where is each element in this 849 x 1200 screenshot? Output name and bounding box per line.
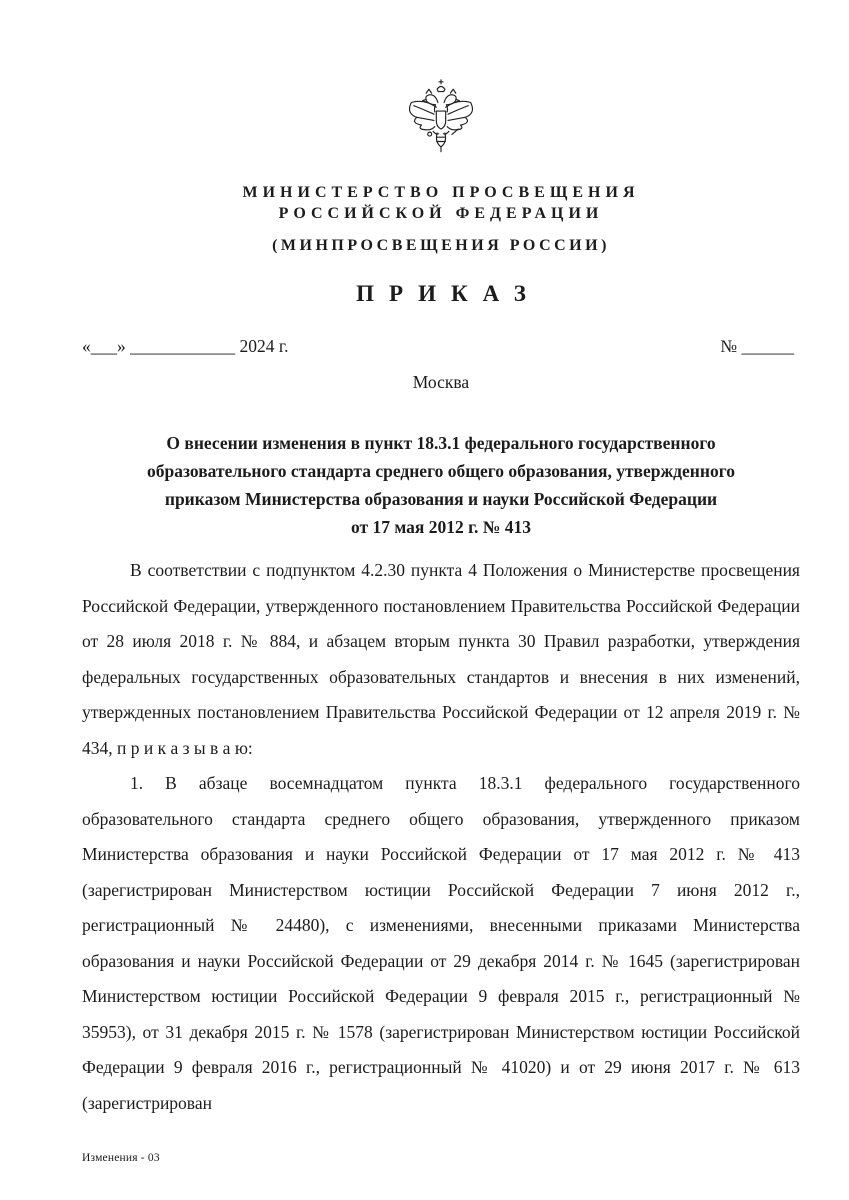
date-number-row [82,336,800,357]
footer-note: Изменения - 03 [82,1152,160,1164]
document-title-line1: О внесении изменения в пункт 18.3.1 федерального государственного [166,433,716,453]
document-number-field: № ______ [720,336,794,356]
ministry-short-name: (МИНПРОСВЕЩЕНИЯ РОССИИ) [272,237,610,254]
document-body [82,553,800,1121]
document-title-line4: от 17 мая 2012 г. № 413 [350,517,532,537]
city-label: Москва [412,372,470,392]
document-title [82,429,800,541]
document-type-heading: ПРИКАЗ [356,281,541,306]
coat-of-arms-icon [402,78,480,166]
date-blank-field: «___» ____________ 2024 г. [82,336,289,356]
paragraph-item-1: 1. В абзаце восемнадцатом пункта 18.3.1 федерального государственного образовательного стандарта среднего общего образования, утвержденного приказом Министерства образования и науки Российской Федерации от 17 мая 2012 г. № 413 (зарегистрирован Министерством юстиции Российской Федерации 7 июня 2012 г., регистрационный № 24480), с изменениями, внесенными приказами Министерства образования и науки Российской Федерации от 29 декабря 2014 г. № 1645 (зарегистрирован Министерством юстиции Российской Федерации 9 февраля 2015 г., регистрационный № 35953), от 31 декабря 2015 г. № 1578 (зарегистрирован Министерством юстиции Российской Федерации 9 февраля 2016 г., регистрационный № 41020) и от 29 июня 2017 г. № 613 (зарегистрирован [82,773,800,1113]
ministry-name [82,182,800,224]
ministry-name-line2: РОССИЙСКОЙ ФЕДЕРАЦИИ [278,205,604,222]
paragraph-preamble: В соответствии с подпунктом 4.2.30 пункта 4 Положения о Министерстве просвещения Российской Федерации, утвержденного постановлением Правительства Российской Федерации от 28 июля 2018 г. № 884, и абзацем вторым пункта 30 Правил разработки, утверждения федеральных государственных образовательных стандартов и внесения в них изменений, утвержденных постановлением Правительства Российской Федерации от 12 апреля 2019 г. № 434, п р и к а з ы в а ю: [82,560,800,758]
document-title-line3: приказом Министерства образования и науки Российской Федерации [164,489,718,509]
ministry-name-line1: МИНИСТЕРСТВО ПРОСВЕЩЕНИЯ [242,184,640,201]
document-title-line2: образовательного стандарта среднего общего образования, утвержденного [147,461,735,481]
